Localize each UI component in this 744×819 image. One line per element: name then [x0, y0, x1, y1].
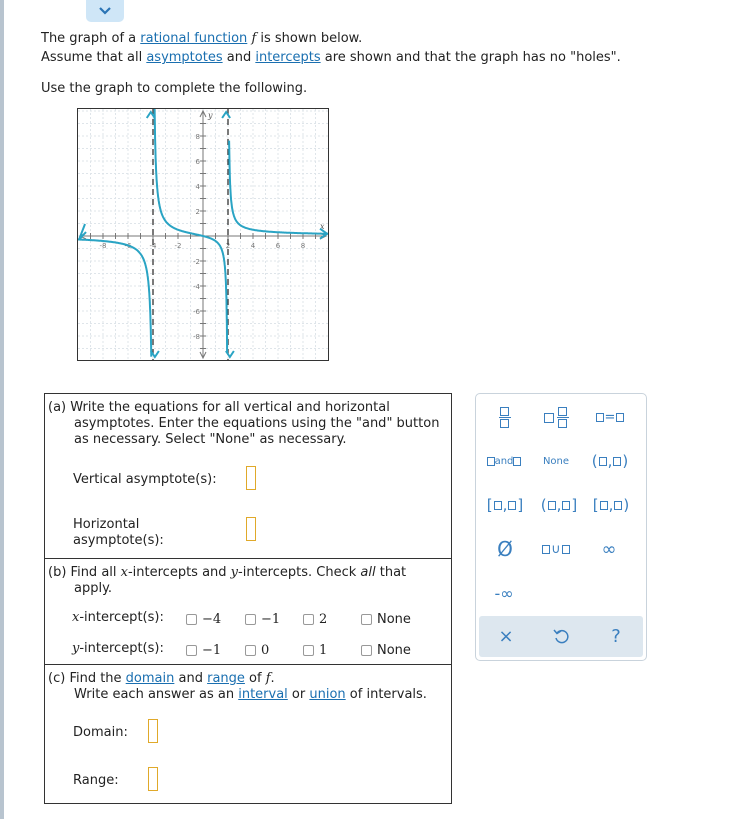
domain-link[interactable]: domain [125, 671, 175, 686]
graph-canvas [78, 109, 328, 360]
part-c [45, 665, 451, 803]
curve-arrow [226, 351, 234, 357]
y-axis-label: y [208, 111, 213, 120]
x-intercept-row [72, 610, 442, 628]
part-a-prefix: (a) [48, 400, 67, 415]
intro-text: The graph of a [41, 31, 141, 46]
checkbox[interactable] [303, 614, 314, 625]
x-tick-label: -4 [149, 242, 157, 250]
interval-link[interactable]: interval [238, 687, 288, 702]
option-label: None [377, 643, 411, 658]
x-tick-label: 8 [300, 242, 306, 250]
checkbox[interactable] [186, 645, 197, 656]
y-tick-label: -2 [193, 258, 200, 266]
part-a-instructions: Write the equations for all vertical and horizontal asymptotes. Enter the equations using the "and" button as necessary. Select "None" as necessary. [70, 400, 440, 447]
union-button[interactable] [536, 534, 576, 564]
option-label: 0 [261, 643, 270, 658]
curve-arrow [222, 112, 230, 118]
y-tick-label: 6 [195, 158, 200, 166]
domain-input[interactable] [148, 719, 158, 743]
clear-button[interactable]: × [498, 625, 514, 647]
y-tick-label: 2 [195, 208, 200, 216]
half-open-right-interval-button[interactable]: [ , ) [592, 496, 630, 514]
palette-action-bar [479, 616, 643, 657]
open-interval-button[interactable]: ( , ) [591, 452, 629, 470]
part-c-text: Write each answer as an [74, 687, 239, 702]
x-label-var: x [72, 610, 80, 625]
checkbox[interactable] [186, 614, 197, 625]
x-intercept-label [72, 610, 164, 625]
horizontal-asymptote-label [73, 517, 164, 549]
y-label-text: -intercept(s): [79, 641, 164, 656]
part-c-text: Find the [69, 671, 126, 686]
mixed-number-icon [542, 405, 570, 429]
collapse-tab[interactable] [86, 0, 124, 22]
x-tick-label: -6 [124, 242, 132, 250]
closed-interval-button[interactable]: [ , ] [486, 496, 524, 514]
range-input[interactable] [148, 767, 158, 791]
y-tick-label: 8 [195, 133, 200, 141]
part-b [45, 559, 451, 665]
union-symbol: ∪ [551, 541, 561, 557]
x-tick-label: 6 [275, 242, 281, 250]
part-b-text: that apply. [74, 565, 407, 596]
checkbox[interactable] [303, 645, 314, 656]
instruction-text: Use the graph to complete the following. [41, 81, 308, 96]
and-label: and [494, 455, 514, 467]
part-c-text: of [244, 671, 266, 686]
vertical-asymptote-input[interactable] [246, 466, 256, 490]
horizontal-asymptote-input[interactable] [246, 517, 256, 541]
curve-branch-right [229, 141, 328, 234]
x-intercept-option-none[interactable] [361, 612, 411, 627]
intro-text: Assume that all [41, 50, 147, 65]
equals-button[interactable] [590, 402, 630, 432]
problem-intro [41, 29, 721, 98]
y-tick-label: -6 [193, 308, 200, 316]
undo-button[interactable] [546, 621, 576, 651]
y-intercept-row [72, 641, 442, 659]
x-intercept-option-2[interactable] [303, 612, 327, 627]
part-b-all: all [360, 565, 376, 580]
union-link[interactable]: union [309, 687, 346, 702]
none-button[interactable]: None [542, 455, 570, 467]
rational-function-link[interactable]: rational function [140, 31, 248, 46]
checkbox[interactable] [245, 645, 256, 656]
option-label: −1 [202, 643, 222, 658]
option-label: None [377, 612, 411, 627]
equals-symbol: = [604, 409, 616, 425]
undo-icon [553, 628, 569, 644]
range-link[interactable]: range [207, 671, 245, 686]
part-c-text: . [270, 671, 275, 686]
x-tick-label: -2 [174, 242, 182, 250]
y-variable: y [230, 565, 239, 580]
empty-set-button[interactable]: Ø [497, 537, 513, 561]
x-axis-label: x [320, 222, 325, 231]
y-intercept-label [72, 641, 164, 656]
checkbox[interactable] [245, 614, 256, 625]
x-label-text: -intercept(s): [79, 610, 164, 625]
range-label: Range: [73, 773, 119, 788]
part-b-prefix: (b) [48, 565, 67, 580]
intro-text: and [222, 50, 256, 65]
y-tick-label: -8 [193, 333, 200, 341]
intercepts-link[interactable]: intercepts [255, 50, 321, 65]
half-open-left-interval-button[interactable]: ( , ] [540, 496, 578, 514]
x-tick-label: 2 [225, 242, 231, 250]
part-b-text: Find all [70, 565, 121, 580]
domain-label: Domain: [73, 725, 128, 740]
question-box [44, 393, 452, 804]
horizontal-label-line1: Horizontal [73, 517, 140, 532]
y-tick-label: 4 [195, 183, 200, 191]
y-intercept-option-neg1[interactable] [186, 643, 221, 658]
part-b-text: -intercepts. Check [238, 565, 361, 580]
infinity-button[interactable]: ∞ [601, 538, 617, 560]
checkbox[interactable] [361, 614, 372, 625]
option-label: −1 [261, 612, 281, 627]
part-c-prefix: (c) [48, 671, 66, 686]
part-c-text: and [174, 671, 208, 686]
checkbox[interactable] [361, 645, 372, 656]
x-intercept-option-neg4[interactable] [186, 612, 221, 627]
chevron-down-icon [98, 6, 112, 16]
horizontal-label-line2: asymptote(s): [73, 533, 164, 548]
and-button[interactable] [482, 446, 526, 476]
fraction-button[interactable] [490, 402, 520, 432]
x-variable: x [120, 565, 128, 580]
x-tick-label: 4 [250, 242, 256, 250]
intro-text: is shown below. [256, 31, 363, 46]
x-tick-label: -8 [99, 242, 107, 250]
option-label: 1 [319, 643, 328, 658]
option-label: −4 [202, 612, 222, 627]
x-intercept-option-neg1[interactable] [245, 612, 280, 627]
y-tick-label: -4 [193, 283, 200, 291]
y-intercept-option-1[interactable] [303, 643, 327, 658]
part-c-text: of intervals. [345, 687, 427, 702]
vertical-asymptote-label: Vertical asymptote(s): [73, 472, 217, 487]
part-a [45, 394, 451, 559]
function-graph [77, 108, 329, 361]
part-c-text: or [287, 687, 310, 702]
mixed-number-button[interactable] [539, 402, 573, 432]
function-name: f [251, 31, 257, 46]
function-name: f [265, 671, 271, 686]
y-label-var: y [72, 641, 80, 656]
y-intercept-option-0[interactable] [245, 643, 269, 658]
left-edge-bar [0, 0, 4, 819]
help-button[interactable]: ? [611, 625, 621, 647]
part-b-text: -intercepts and [127, 565, 231, 580]
math-palette [475, 393, 647, 661]
option-label: 2 [319, 612, 328, 627]
asymptotes-link[interactable]: asymptotes [146, 50, 223, 65]
y-intercept-option-none[interactable] [361, 643, 411, 658]
negative-infinity-button[interactable]: -∞ [494, 583, 514, 603]
fraction-icon [498, 405, 512, 429]
intro-text: are shown and that the graph has no "holes". [320, 50, 621, 65]
